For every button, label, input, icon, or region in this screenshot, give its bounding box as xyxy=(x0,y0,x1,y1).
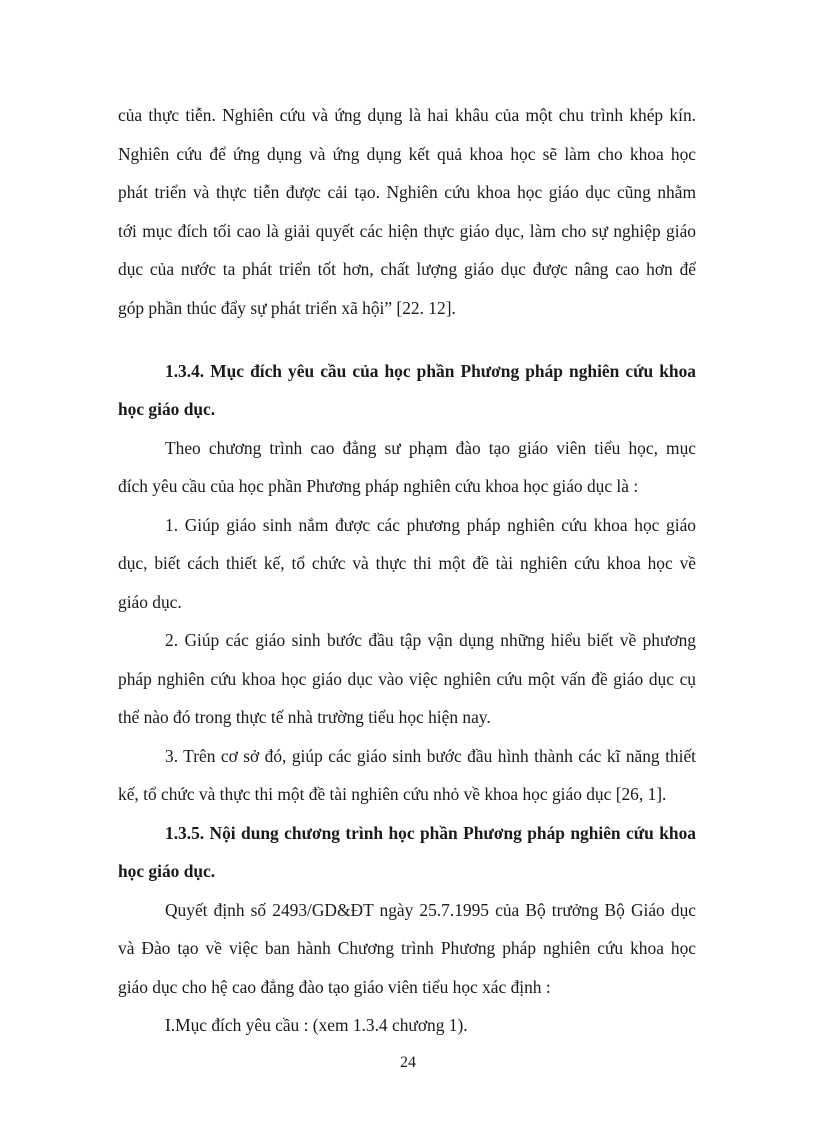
section-heading: học giáo dục. xyxy=(118,861,216,881)
text-line: tới mục đích tối cao là giải quyết các hiện thực giáo dục, làm cho sự nghiệp giáo xyxy=(118,221,696,241)
page-number: 24 xyxy=(400,1054,416,1071)
text-line: thể nào đó trong thực tế nhà trường tiểu học hiện nay. xyxy=(118,707,491,727)
text-line: phát triển và thực tiễn được cải tạo. Nghiên cứu khoa học giáo dục cũng nhằm xyxy=(118,182,696,202)
section-heading: học giáo dục. xyxy=(118,399,216,419)
text-line: dục của nước ta phát triển tốt hơn, chất lượng giáo dục được nâng cao hơn để xyxy=(118,259,696,279)
text-line: đích yêu cầu của học phần Phương pháp nghiên cứu khoa học giáo dục là : xyxy=(118,476,639,496)
text-line: 3. Trên cơ sở đó, giúp các giáo sinh bước đầu hình thành các kĩ năng thiết xyxy=(165,746,696,766)
text-line: giáo dục. xyxy=(118,592,182,612)
text-line: 1. Giúp giáo sinh nắm được các phương pháp nghiên cứu khoa học giáo xyxy=(165,515,696,535)
text-line: pháp nghiên cứu khoa học giáo dục vào việc nghiên cứu một vấn đề giáo dục cụ xyxy=(118,669,696,689)
text-line: Quyết định số 2493/GD&ĐT ngày 25.7.1995 của Bộ trưởng Bộ Giáo dục xyxy=(165,900,696,920)
text-line: Nghiên cứu để ứng dụng và ứng dụng kết quả khoa học sẽ làm cho khoa học xyxy=(118,144,696,164)
text-line: 2. Giúp các giáo sinh bước đầu tập vận dụng những hiểu biết về phương xyxy=(165,630,696,650)
text-line: I.Mục đích yêu cầu : (xem 1.3.4 chương 1). xyxy=(165,1015,468,1035)
text-line: góp phần thúc đẩy sự phát triển xã hội” [22. 12]. xyxy=(118,298,456,318)
section-heading: 1.3.4. Mục đích yêu cầu của học phần Phương pháp nghiên cứu khoa xyxy=(165,361,696,381)
text-line: của thực tiễn. Nghiên cứu và ứng dụng là hai khâu của một chu trình khép kín. xyxy=(118,105,696,125)
text-line: kế, tổ chức và thực thi một đề tài nghiên cứu nhỏ về khoa học giáo dục [26, 1]. xyxy=(118,784,667,804)
section-heading: 1.3.5. Nội dung chương trình học phần Phương pháp nghiên cứu khoa xyxy=(165,823,696,843)
text-line: và Đào tạo về việc ban hành Chương trình Phương pháp nghiên cứu khoa học xyxy=(118,938,696,958)
text-line: dục, biết cách thiết kế, tổ chức và thực thi một đề tài nghiên cứu khoa học về xyxy=(118,553,696,573)
text-line: Theo chương trình cao đẳng sư phạm đào tạo giáo viên tiểu học, mục xyxy=(165,438,696,458)
text-line: giáo dục cho hệ cao đẳng đào tạo giáo viên tiểu học xác định : xyxy=(118,977,551,997)
